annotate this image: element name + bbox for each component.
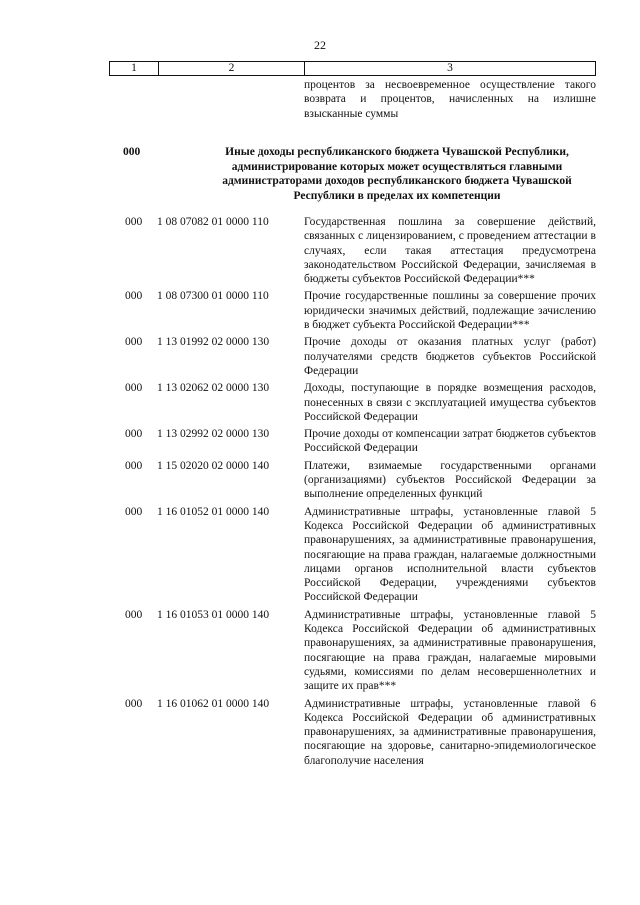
column-header-2: 2 xyxy=(159,62,305,75)
income-name: Административные штрафы, установленные главой 5 Кодекса Российской Федерации об административных правонарушениях, за административные правонарушения, посягающие на права граждан, налагаемые мировыми судьями, комиссиями по делам несовершеннолетних и защите их прав*** xyxy=(304,608,596,693)
admin-code: 000 xyxy=(125,505,143,518)
kbk-code: 1 08 07082 01 0000 110 xyxy=(157,216,269,228)
column-header-3: 3 xyxy=(447,62,453,74)
income-name: Прочие доходы от компенсации затрат бюджетов субъектов Российской Федерации xyxy=(304,428,596,455)
kbk-code: 1 16 01053 01 0000 140 xyxy=(157,608,270,621)
income-name: Прочие доходы от оказания платных услуг (работ) получателями средств бюджетов субъектов Российской Федерации xyxy=(304,336,596,377)
column-header-row xyxy=(109,61,596,76)
admin-code: 000 xyxy=(125,608,143,621)
table-row xyxy=(109,289,596,332)
kbk-code: 1 16 01052 01 0000 140 xyxy=(157,505,270,518)
table-row xyxy=(109,697,596,768)
column-header-1: 1 xyxy=(110,62,159,75)
table-row xyxy=(109,215,596,286)
admin-code: 000 xyxy=(125,697,143,710)
admin-code: 000 xyxy=(125,459,143,472)
continuation-text: процентов за несвоевременное осуществление такого возврата и процентов, начисленных на излишне взысканные суммы xyxy=(304,79,596,120)
section-title: Иные доходы республиканского бюджета Чувашской Республики, администрирование которых может осуществляться главными администраторами доходов республиканского бюджета Чувашской Республики в пределах их компетенции xyxy=(222,146,572,202)
kbk-code: 1 08 07300 01 0000 110 xyxy=(157,290,269,303)
admin-code: 000 xyxy=(125,382,143,395)
section-code: 000 xyxy=(123,146,141,158)
page-number: 22 xyxy=(314,38,326,52)
kbk-code: 1 13 02992 02 0000 130 xyxy=(157,428,270,441)
income-name: Прочие государственные пошлины за совершение прочих юридически значимых действий, подлежащие зачислению в бюджет субъекта Российской Федерации*** xyxy=(304,290,596,332)
kbk-code: 1 15 02020 02 0000 140 xyxy=(157,459,270,472)
table-row xyxy=(109,608,596,694)
admin-code: 000 xyxy=(125,428,143,441)
income-name: Платежи, взимаемые государственными органами (организациями) субъектов Российской Федерации за выполнение определенных функций xyxy=(304,459,596,501)
table-row xyxy=(109,335,596,378)
table-row xyxy=(109,459,596,502)
income-table xyxy=(109,215,596,771)
section-heading xyxy=(109,145,596,203)
table-row xyxy=(109,427,596,456)
table-row xyxy=(109,505,596,605)
admin-code: 000 xyxy=(125,336,143,349)
admin-code: 000 xyxy=(125,216,143,228)
kbk-code: 1 16 01062 01 0000 140 xyxy=(157,697,270,710)
admin-code: 000 xyxy=(125,290,143,303)
income-name: Доходы, поступающие в порядке возмещения расходов, понесенных в связи с эксплуатацией имущества субъектов Российской Федерации xyxy=(304,382,596,423)
kbk-code: 1 13 02062 02 0000 130 xyxy=(157,382,270,395)
income-name: Государственная пошлина за совершение действий, связанных с лицензированием, с проведением аттестации в случаях, если такая аттестация предусмотрена законодательством Российской Федерации, зачисляемая в бюджеты субъектов Российской Федерации*** xyxy=(304,216,596,286)
kbk-code: 1 13 01992 02 0000 130 xyxy=(157,336,270,349)
income-name: Административные штрафы, установленные главой 6 Кодекса Российской Федерации об административных правонарушениях, за административные правонарушения, посягающие на здоровье, санитарно-эпидемиологическое благополучие населения xyxy=(304,697,596,767)
table-row xyxy=(109,381,596,424)
income-name: Административные штрафы, установленные главой 5 Кодекса Российской Федерации об административных правонарушениях, за административные правонарушения, посягающие на права граждан, налагаемые должностными лицами органов исполнительной власти субъектов Российской Федерации, учреждениями субъектов Российской Федерации xyxy=(304,505,596,604)
